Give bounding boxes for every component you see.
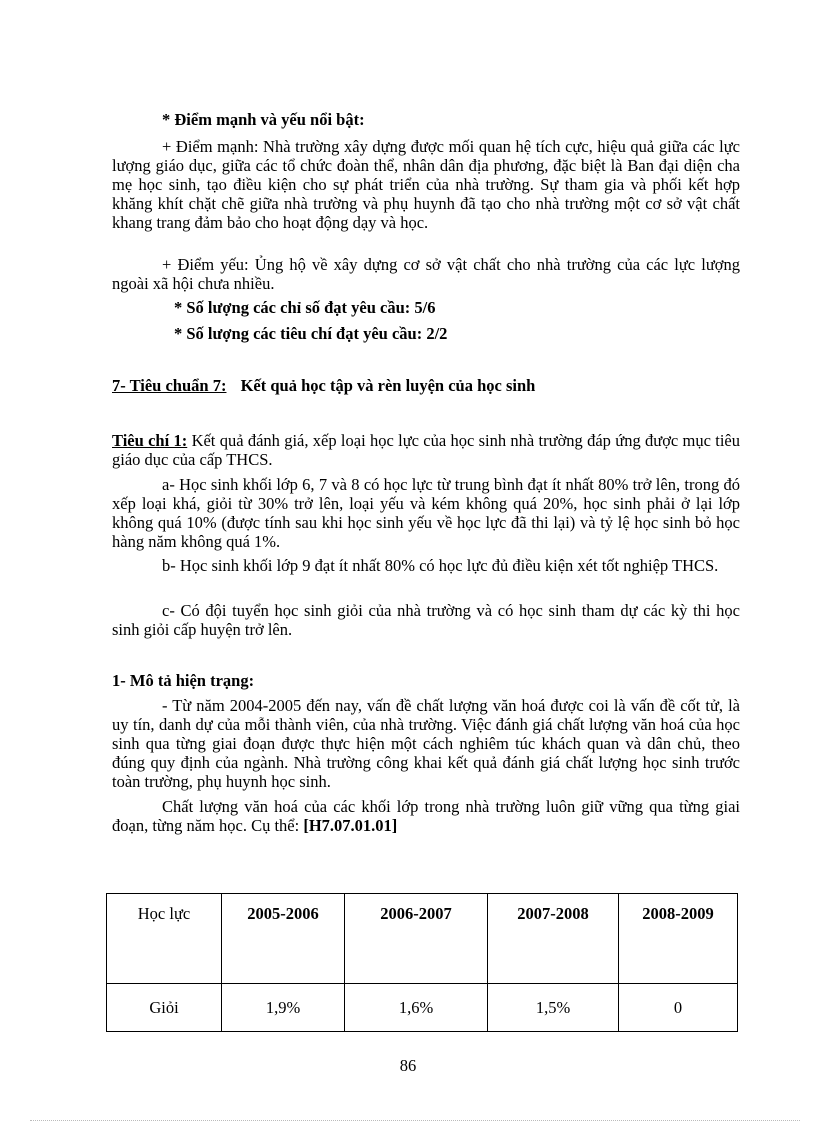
table-header-cell: 2007-2008: [488, 894, 619, 984]
table-cell: 1,9%: [222, 984, 345, 1032]
table-header-row: [107, 894, 738, 984]
table-header-cell: 2005-2006: [222, 894, 345, 984]
criterion-1-text: Kết quả đánh giá, xếp loại học lực của học sinh nhà trường đáp ứng được mục tiêu giáo dục của cấp THCS.: [112, 431, 741, 469]
table-header-cell: 2008-2009: [619, 894, 738, 984]
indicator-count: * Số lượng các chỉ số đạt yêu cầu: 5/6: [174, 298, 436, 317]
current-status-paragraph-1: - Từ năm 2004-2005 đến nay, vấn đề chất lượng văn hoá được coi là vấn đề cốt tử, là uy tín, danh dự của mỗi thành viên, của nhà trường. Việc đánh giá chất lượng văn hoá của học sinh qua từng giai đoạn được thực hiện một cách nghiêm túc khách quan và dân chủ, theo đúng quy định của ngành. Nhà trường công khai kết quả đánh giá chất lượng học sinh trước toàn trường, phụ huynh học sinh.: [112, 696, 740, 791]
standard-7-label: 7- Tiêu chuẩn 7:: [112, 376, 227, 395]
criterion-1-b: b- Học sinh khối lớp 9 đạt ít nhất 80% có học lực đủ điều kiện xét tốt nghiệp THCS.: [162, 556, 719, 575]
strength-paragraph: + Điểm mạnh: Nhà trường xây dựng được mối quan hệ tích cực, hiệu quả giữa các lực lượng giáo dục, giữa các tổ chức đoàn thể, nhân dân địa phương, đặc biệt là Ban đại diện cha mẹ học sinh, tạo điều kiện cho sự phát triển của nhà trường. Sự tham gia và phối kết hợp khăng khít chặt chẽ giữa nhà trường và phụ huynh đã tạo cho nhà trường một cơ sở vật chất khang trang đảm bảo cho hoạt động dạy và học.: [112, 137, 740, 232]
current-status-heading: 1- Mô tả hiện trạng:: [112, 671, 255, 690]
table-header-cell: Học lực: [107, 894, 222, 984]
standard-7-heading: [112, 376, 535, 396]
criterion-1-paragraph: [112, 431, 740, 469]
criterion-1-c: c- Có đội tuyển học sinh giỏi của nhà trường và có học sinh tham dự các kỳ thi học sinh giỏi cấp huyện trở lên.: [112, 601, 740, 639]
page-number: 86: [399, 1056, 417, 1075]
criterion-1-a: a- Học sinh khối lớp 6, 7 và 8 có học lực từ trung bình đạt ít nhất 80% trở lên, trong đó xếp loại khá, giỏi từ 30% trở lên, loại yếu và kém không quá 20%, học sinh phải ở lại lớp không quá 10% (được tính sau khi học sinh yếu về học lực đã thi lại) và tỷ lệ học sinh bỏ học hàng năm không quá 1%.: [112, 475, 740, 551]
current-status-text: Chất lượng văn hoá của các khối lớp trong nhà trường luôn giữ vững qua từng giai đoạn, từng năm học. Cụ thể:: [112, 797, 740, 835]
evidence-reference: [H7.07.01.01]: [303, 816, 398, 835]
table-cell: 1,5%: [488, 984, 619, 1032]
table-cell: 1,6%: [345, 984, 488, 1032]
current-status-paragraph-2: [112, 797, 740, 835]
criteria-count: * Số lượng các tiêu chí đạt yêu cầu: 2/2: [174, 324, 448, 343]
academic-results-table: [106, 893, 738, 1032]
table-cell: 0: [619, 984, 738, 1032]
criterion-1-label: Tiêu chí 1:: [112, 431, 188, 450]
standard-7-title: Kết quả học tập và rèn luyện của học sinh: [240, 376, 536, 395]
table-header-cell: 2006-2007: [345, 894, 488, 984]
weakness-paragraph: + Điểm yếu: Ủng hộ về xây dựng cơ sở vật chất cho nhà trường của các lực lượng ngoài xã hội chưa nhiều.: [112, 255, 740, 293]
table-cell: Giỏi: [107, 984, 222, 1032]
strength-weakness-heading: * Điểm mạnh và yếu nổi bật:: [162, 110, 365, 129]
page-bottom-divider: [30, 1120, 800, 1121]
table-row: [107, 984, 738, 1032]
